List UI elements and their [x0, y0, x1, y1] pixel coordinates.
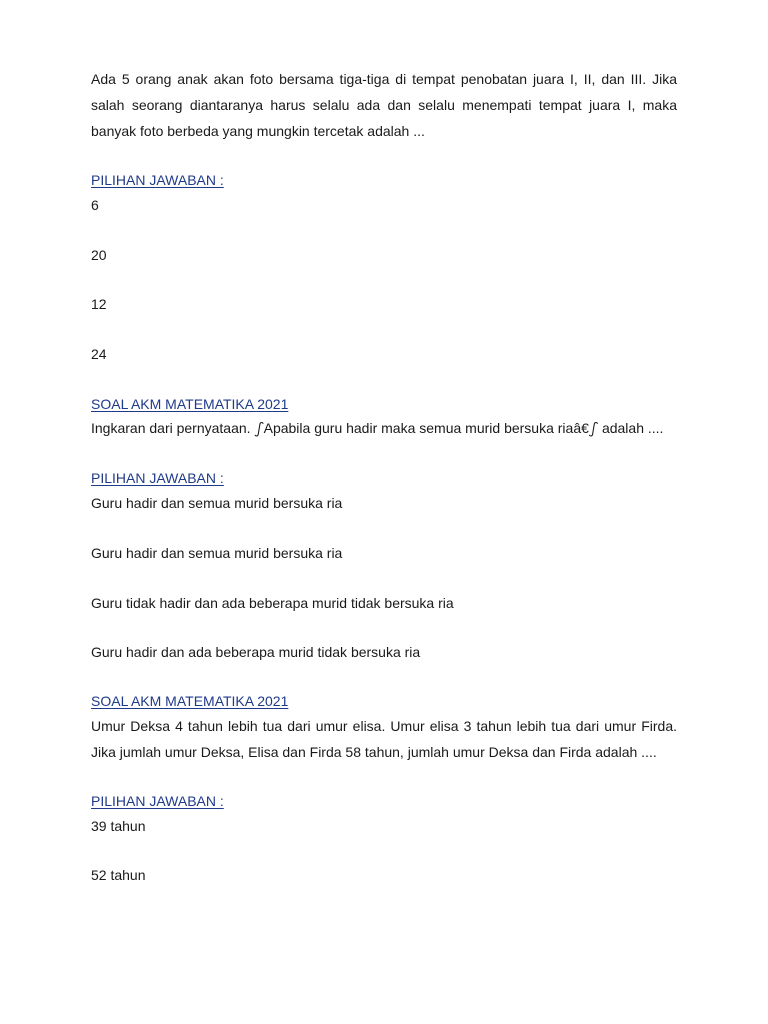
question-2-choice-d: Guru hadir dan ada beberapa murid tidak bersuka ria [91, 644, 421, 660]
question-1-choices-heading: PILIHAN JAWABAN : [91, 172, 224, 188]
question-2-text: Ingkaran dari pernyataan. ഽApabila guru hadir maka semua murid bersuka riaâ€ഽ adalah .... [91, 420, 664, 436]
question-1-choice-c: 12 [91, 296, 107, 312]
question-1-choice-d: 24 [91, 346, 107, 362]
question-1-choice-a: 6 [91, 197, 99, 213]
question-2-choices-heading: PILIHAN JAWABAN : [91, 470, 224, 486]
question-3-choice-a: 39 tahun [91, 818, 146, 834]
question-3-choice-b: 52 tahun [91, 867, 146, 883]
question-1-choice-b: 20 [91, 247, 107, 263]
question-2-choice-b: Guru hadir dan semua murid bersuka ria [91, 545, 343, 561]
question-2-choice-a: Guru hadir dan semua murid bersuka ria [91, 495, 343, 511]
question-3-text: Umur Deksa 4 tahun lebih tua dari umur elisa. Umur elisa 3 tahun lebih tua dari umur Firda. Jika jumlah umur Deksa, Elisa dan Firda 58 tahun, jumlah umur Deksa dan Firda adalah .... [91, 718, 677, 760]
question-3-section-title: SOAL AKM MATEMATIKA 2021 [91, 693, 289, 709]
question-2-section-title: SOAL AKM MATEMATIKA 2021 [91, 396, 289, 412]
question-2-choice-c: Guru tidak hadir dan ada beberapa murid tidak bersuka ria [91, 595, 454, 611]
question-3-choices-heading: PILIHAN JAWABAN : [91, 793, 224, 809]
question-1-text: Ada 5 orang anak akan foto bersama tiga-tiga di tempat penobatan juara I, II, dan III. Jika salah seorang diantaranya harus selalu ada dan selalu menempati tempat juara I, maka banyak foto berbeda yang mungkin tercetak adalah ... [91, 71, 677, 139]
